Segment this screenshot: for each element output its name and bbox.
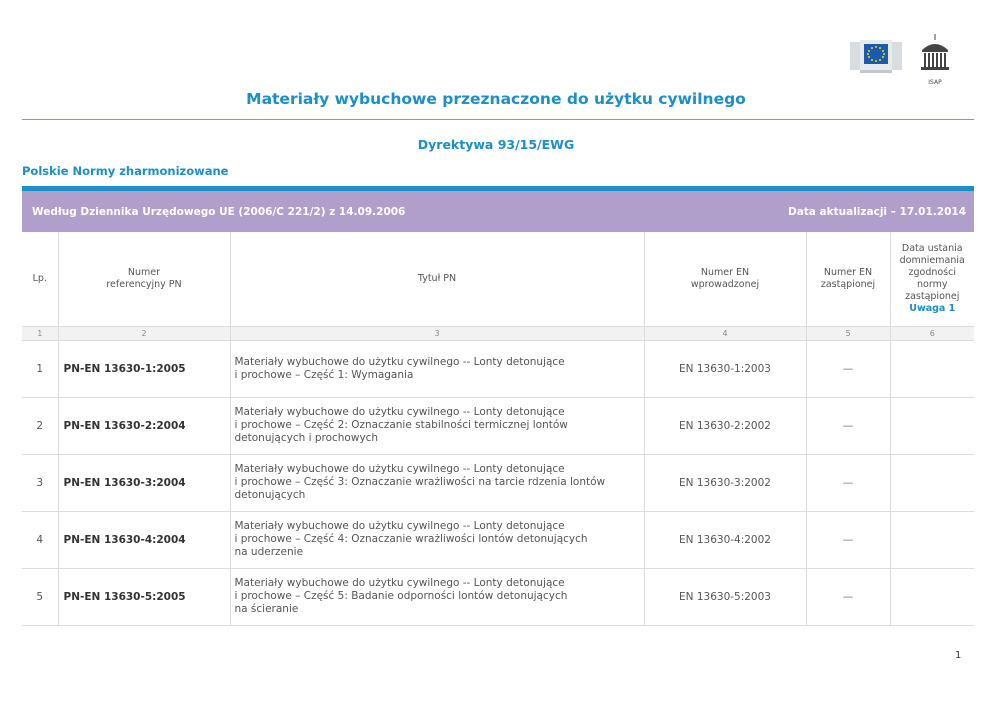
row-lp: 2 — [22, 397, 58, 454]
row-title: Materiały wybuchowe do użytku cywilnego -- Lonty detonujące i prochowe – Część 5: Badanie odporności lontów detonujących na ścieranie — [230, 568, 644, 625]
row-pn-number: PN-EN 13630-4:2004 — [58, 511, 230, 568]
header-en-introduced: Numer EN wprowadzonej — [644, 232, 806, 326]
column-number: 6 — [890, 326, 974, 340]
row-en-number: EN 13630-4:2002 — [644, 511, 806, 568]
table-row — [22, 568, 974, 625]
row-lp: 4 — [22, 511, 58, 568]
row-pn-number: PN-EN 13630-3:2004 — [58, 454, 230, 511]
row-title: Materiały wybuchowe do użytku cywilnego -- Lonty detonujące i prochowe – Część 4: Oznaczanie wrażliwości lontów detonujących na uderzenie — [230, 511, 644, 568]
row-title: Materiały wybuchowe do użytku cywilnego -- Lonty detonujące i prochowe – Część 2: Oznaczanie stabilności termicznej lontów detonujących i prochowych — [230, 397, 644, 454]
row-pn-number: PN-EN 13630-5:2005 — [58, 568, 230, 625]
row-en-replaced: — — [806, 454, 890, 511]
table-row — [22, 340, 974, 397]
row-cessation-date — [890, 568, 974, 625]
section-heading: Polskie Normy zharmonizowane — [22, 164, 229, 178]
table-row — [22, 511, 974, 568]
column-number: 3 — [230, 326, 644, 340]
row-cessation-date — [890, 340, 974, 397]
row-cessation-date — [890, 511, 974, 568]
row-en-replaced: — — [806, 340, 890, 397]
column-number: 1 — [22, 326, 58, 340]
row-pn-number: PN-EN 13630-1:2005 — [58, 340, 230, 397]
standards-table — [22, 232, 974, 626]
standards-table-container — [22, 186, 974, 626]
row-title: Materiały wybuchowe do użytku cywilnego -- Lonty detonujące i prochowe – Część 1: Wymagania — [230, 340, 644, 397]
row-pn-number: PN-EN 13630-2:2004 — [58, 397, 230, 454]
header-title: Tytuł PN — [230, 232, 644, 326]
table-row — [22, 454, 974, 511]
header-lp: Lp. — [22, 232, 58, 326]
row-lp: 5 — [22, 568, 58, 625]
row-en-number: EN 13630-1:2003 — [644, 340, 806, 397]
table-info-bar — [22, 191, 974, 232]
table-row — [22, 397, 974, 454]
directive-label: Dyrektywa 93/15/EWG — [417, 137, 575, 152]
header-pn-number: Numer referencyjny PN — [58, 232, 230, 326]
row-en-replaced: — — [806, 568, 890, 625]
isap-logo — [918, 32, 952, 84]
title-divider — [22, 119, 974, 120]
journal-reference: Według Dziennika Urzędowego UE (2006/C 221/2) z 14.09.2006 — [32, 205, 406, 218]
column-number: 2 — [58, 326, 230, 340]
row-cessation-date — [890, 454, 974, 511]
row-cessation-date — [890, 397, 974, 454]
row-lp: 3 — [22, 454, 58, 511]
row-en-number: EN 13630-5:2003 — [644, 568, 806, 625]
row-en-replaced: — — [806, 397, 890, 454]
column-number: 5 — [806, 326, 890, 340]
update-date: Data aktualizacji – 17.01.2014 — [787, 205, 966, 218]
document-title: Materiały wybuchowe przeznaczone do użytku cywilnego — [246, 90, 746, 108]
row-en-replaced: — — [806, 511, 890, 568]
header-cessation-date: Data ustania domniemania zgodności normy zastąpionej Uwaga 1 — [890, 232, 974, 326]
isap-label: ISAP — [928, 79, 942, 86]
header-logos — [850, 32, 960, 84]
row-lp: 1 — [22, 340, 58, 397]
column-number-row — [22, 326, 974, 340]
eu-flag-icon — [850, 40, 902, 74]
row-en-number: EN 13630-2:2002 — [644, 397, 806, 454]
column-number: 4 — [644, 326, 806, 340]
page-number: 1 — [955, 650, 962, 661]
table-header-row — [22, 232, 974, 326]
parliament-icon — [918, 32, 952, 74]
header-en-replaced: Numer EN zastąpionej — [806, 232, 890, 326]
row-en-number: EN 13630-3:2002 — [644, 454, 806, 511]
note-link[interactable]: Uwaga 1 — [909, 302, 956, 314]
row-title: Materiały wybuchowe do użytku cywilnego -- Lonty detonujące i prochowe – Część 3: Oznaczanie wrażliwości na tarcie rdzenia lontów detonujących — [230, 454, 644, 511]
